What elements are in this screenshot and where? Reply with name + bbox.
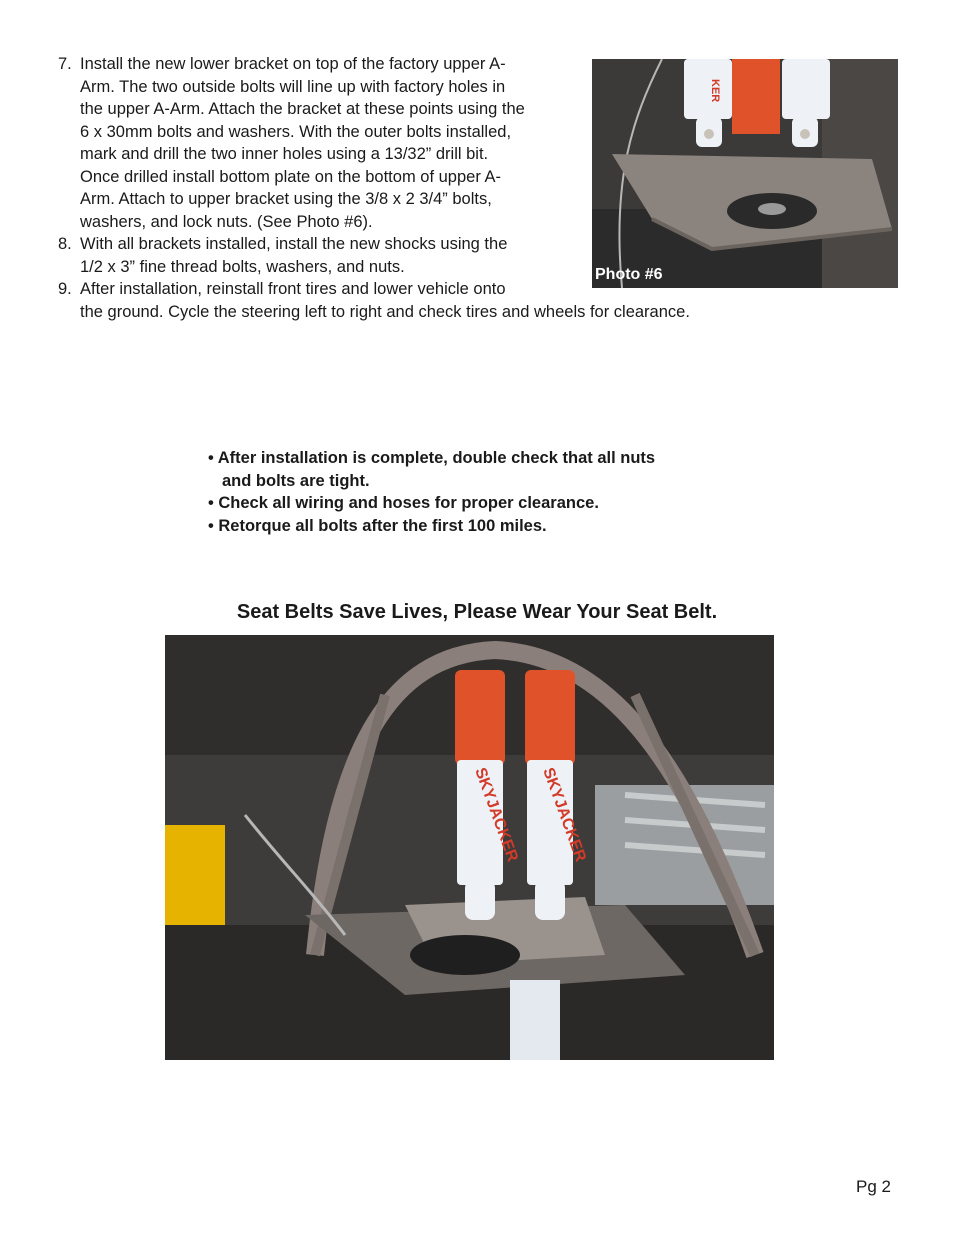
step-number: 9. xyxy=(58,280,72,298)
note-item xyxy=(208,515,655,538)
installed-shocks-photo xyxy=(165,635,774,1060)
svg-text:SKYJACKER: SKYJACKER xyxy=(471,765,521,865)
step-line: 1/2 x 3” fine thread bolts, washers, and nuts. xyxy=(80,257,405,276)
safety-slogan-text: Seat Belts Save Lives, Please Wear Your Seat Belt. xyxy=(236,601,718,623)
svg-text:KER: KER xyxy=(709,79,721,103)
svg-text:SKYJACKER: SKYJACKER xyxy=(539,765,589,865)
note-line-continued: and bolts are tight. xyxy=(222,471,370,490)
step-number: 7. xyxy=(58,55,72,73)
note-line: • After installation is complete, double check that all nuts xyxy=(208,449,656,467)
step-line: Arm. Attach to upper bracket using the 3/8 x 2 3/4” bolts, xyxy=(80,190,492,208)
photo-6-label: Photo #6 xyxy=(595,266,663,283)
step-line: Once drilled install bottom plate on the bottom of upper A- xyxy=(80,167,501,186)
step-line: After installation, reinstall front tires and lower vehicle onto xyxy=(80,280,506,298)
page-number: Pg 2 xyxy=(856,1177,891,1196)
final-notes xyxy=(208,447,655,537)
step-line: Arm. The two outside bolts will line up with factory holes in xyxy=(80,77,506,96)
step-line: With all brackets installed, install the new shocks using the xyxy=(80,235,508,253)
installed-shocks-illustration xyxy=(165,635,774,1060)
note-item xyxy=(208,447,655,492)
note-line: • Check all wiring and hoses for proper clearance. xyxy=(208,494,599,512)
photo-6-illustration xyxy=(592,59,898,288)
step-line: the ground. Cycle the steering left to right and check tires and wheels for clearance. xyxy=(80,302,690,321)
step-line: the upper A-Arm. Attach the bracket at these points using the xyxy=(80,100,525,118)
step-number: 8. xyxy=(58,235,72,253)
note-line: • Retorque all bolts after the first 100 miles. xyxy=(208,516,547,535)
note-item xyxy=(208,492,655,515)
safety-slogan xyxy=(0,601,954,624)
step-line: mark and drill the two inner holes using a 13/32” drill bit. xyxy=(80,145,489,163)
step-line: Install the new lower bracket on top of the factory upper A- xyxy=(80,55,506,73)
step-line: washers, and lock nuts. (See Photo #6). xyxy=(80,212,373,231)
step-line: 6 x 30mm bolts and washers. With the outer bolts installed, xyxy=(80,122,512,141)
photo-6-image xyxy=(592,59,898,288)
